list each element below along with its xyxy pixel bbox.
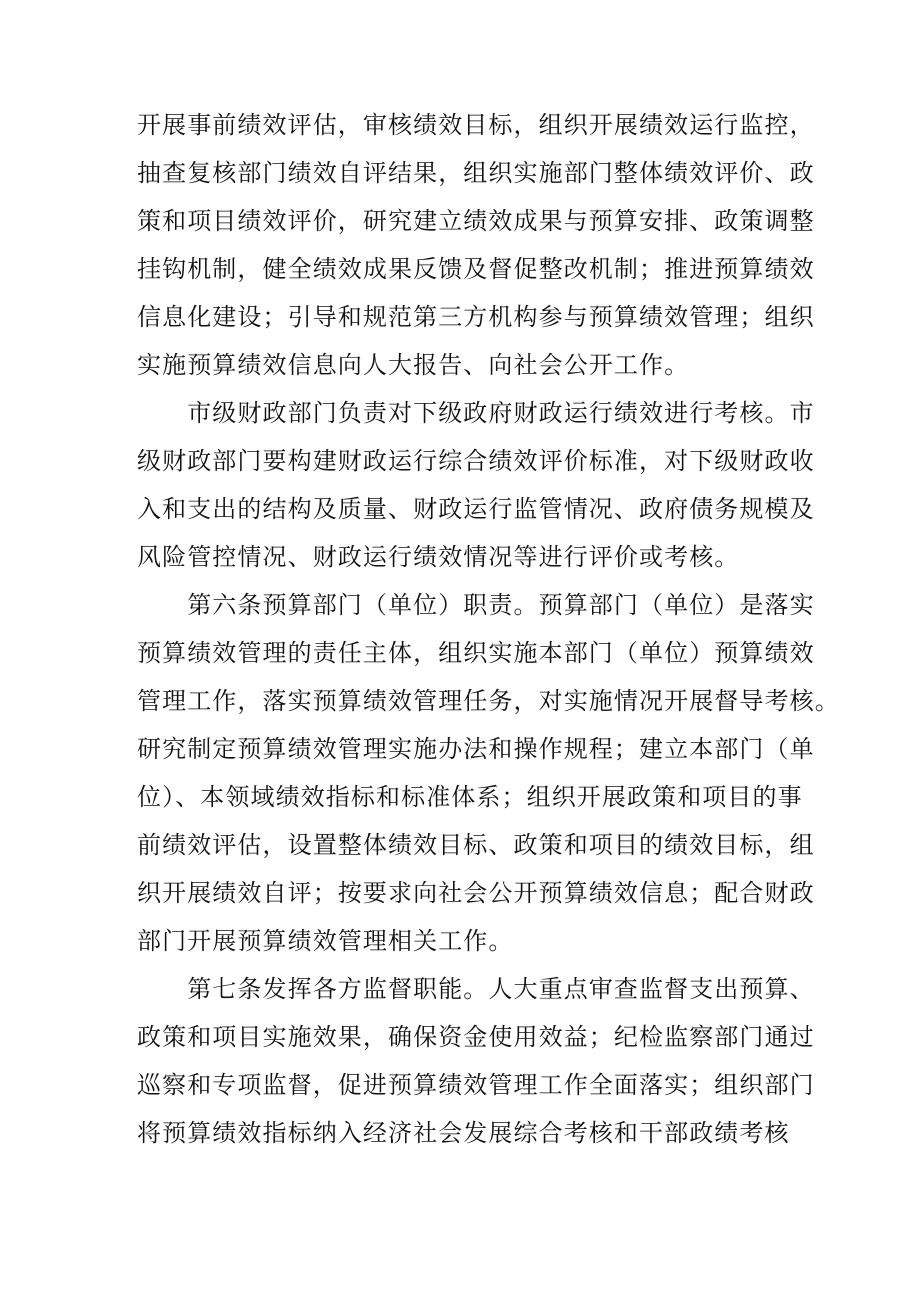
- paragraph-3: [137, 581, 840, 965]
- text-line: 实施预算绩效信息向人大报告、向社会公开工作。: [137, 351, 690, 379]
- text-line: 风险管控情况、财政运行绩效情况等进行评价或考核。: [137, 543, 740, 571]
- text-line: 织开展绩效自评；按要求向社会公开预算绩效信息；配合财政: [137, 879, 815, 907]
- text-line: 入和支出的结构及质量、财政运行监管情况、政府债务规模及: [137, 495, 815, 523]
- text-line: 政策和项目实施效果，确保资金使用效益；纪检监察部门通过: [137, 1023, 815, 1051]
- paragraph-1: [137, 101, 815, 389]
- text-line: 预算绩效管理的责任主体，组织实施本部门（单位）预算绩效: [137, 639, 815, 667]
- paragraph-4: [137, 965, 815, 1157]
- text-line: 信息化建设；引导和规范第三方机构参与预算绩效管理；组织: [137, 303, 815, 331]
- paragraph-2: [137, 389, 815, 581]
- text-line: 部门开展预算绩效管理相关工作。: [137, 927, 514, 955]
- text-line: 策和项目绩效评价，研究建立绩效成果与预算安排、政策调整: [137, 207, 815, 235]
- text-line: 第六条预算部门（单位）职责。预算部门（单位）是落实: [137, 591, 815, 619]
- text-line: 级财政部门要构建财政运行综合绩效评价标准，对下级财政收: [137, 447, 815, 475]
- text-line: 巡察和专项监督，促进预算绩效管理工作全面落实；组织部门: [137, 1071, 815, 1099]
- text-line: 管理工作，落实预算绩效管理任务，对实施情况开展督导考核。: [137, 687, 840, 715]
- text-line: 将预算绩效指标纳入经济社会发展综合考核和干部政绩考核: [137, 1119, 790, 1147]
- text-line: 第七条发挥各方监督职能。人大重点审查监督支出预算、: [137, 975, 815, 1003]
- text-line: 前绩效评估，设置整体绩效目标、政策和项目的绩效目标，组: [137, 831, 815, 859]
- document-body: [137, 101, 840, 1157]
- text-line: 挂钩机制，健全绩效成果反馈及督促整改机制；推进预算绩效: [137, 255, 815, 283]
- text-line: 开展事前绩效评估，审核绩效目标，组织开展绩效运行监控，: [137, 111, 815, 139]
- text-line: 位）、本领域绩效指标和标准体系；组织开展政策和项目的事: [137, 783, 803, 811]
- text-line: 研究制定预算绩效管理实施办法和操作规程；建立本部门（单: [137, 735, 815, 763]
- text-line: 抽查复核部门绩效自评结果，组织实施部门整体绩效评价、政: [137, 159, 815, 187]
- text-line: 市级财政部门负责对下级政府财政运行绩效进行考核。市: [137, 399, 815, 427]
